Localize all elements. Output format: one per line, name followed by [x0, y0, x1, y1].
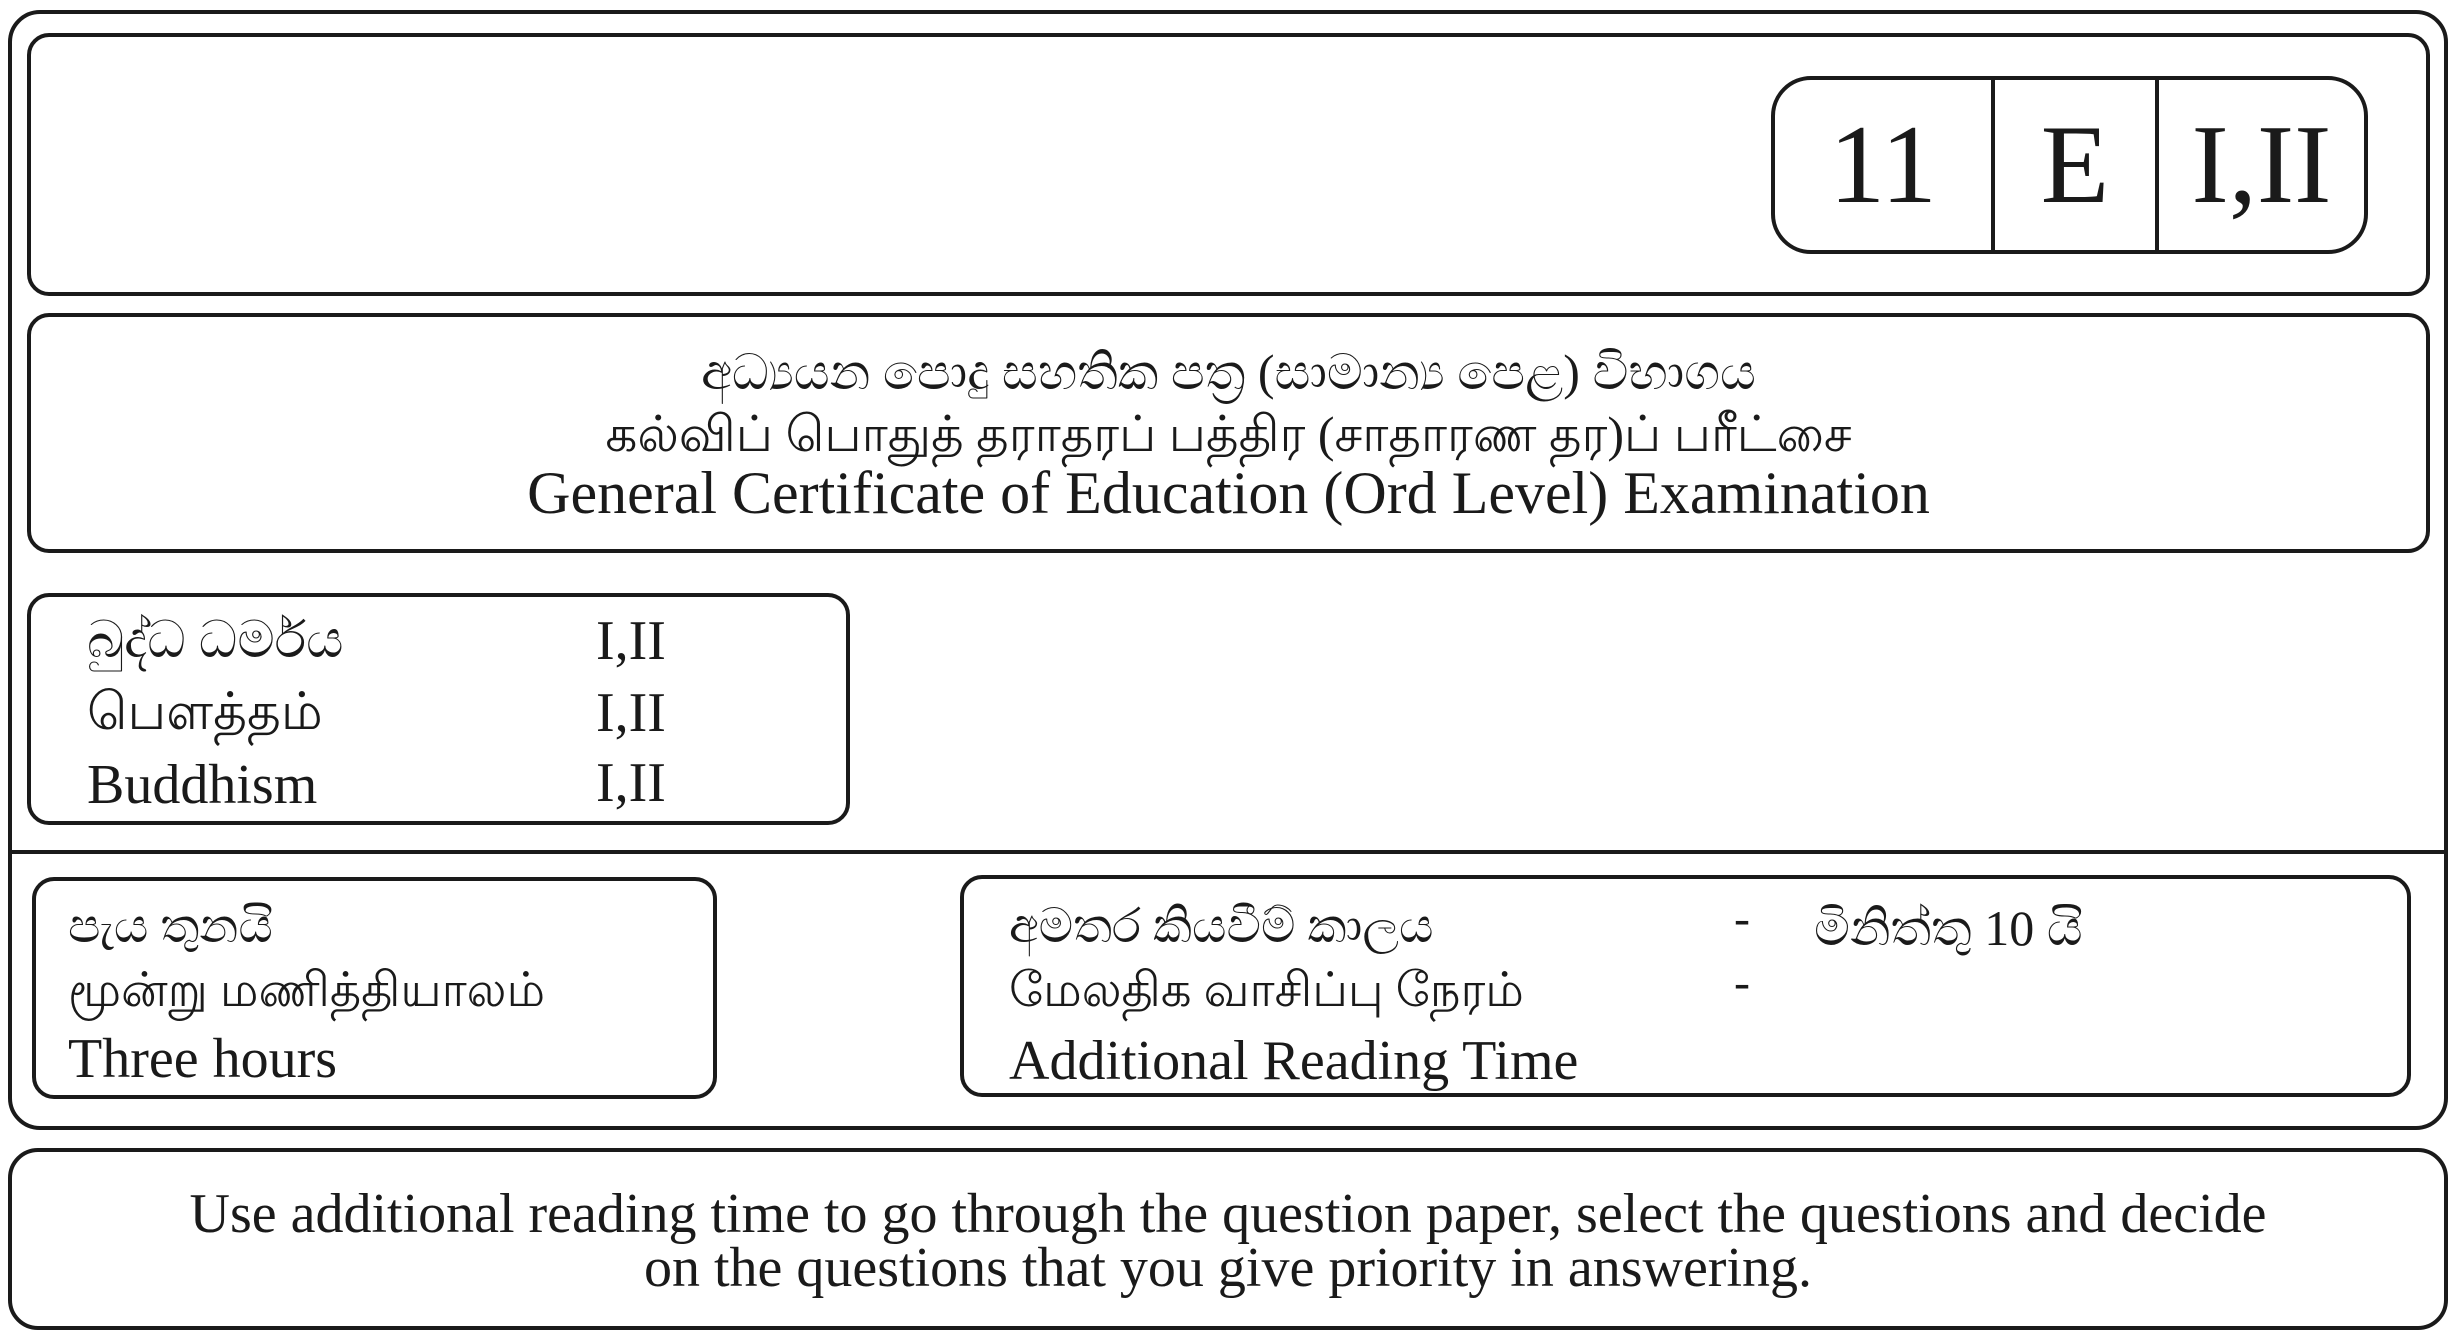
duration-tamil: மூன்று மணித்தியாலம் [68, 964, 546, 1017]
subject-papers-english: I,II [596, 752, 666, 814]
reading-time-label-english: Additional Reading Time [1009, 1030, 1579, 1092]
reading-time-label-tamil: மேலதிக வாசிப்பு நேரம் [1009, 964, 1524, 1017]
subject-name-tamil: பௌத்தம் [87, 684, 323, 741]
subject-papers-tamil: I,II [596, 682, 666, 744]
section-divider [8, 850, 2448, 854]
subject-panel [27, 593, 850, 825]
subject-papers-sinhala: I,II [596, 610, 666, 672]
paper-code-box [1771, 76, 2368, 254]
duration-sinhala: පැය තුනයි [68, 900, 273, 953]
instruction-panel [8, 1148, 2448, 1330]
reading-time-value-sinhala: මිනිත්තු 10 යි [1814, 900, 2083, 956]
subject-name-english: Buddhism [87, 754, 318, 816]
reading-time-label-sinhala: අමතර කියවීම් කාලය [1009, 900, 1434, 953]
language-code: E [1995, 80, 2159, 250]
paper-numbers: I,II [2191, 102, 2332, 227]
duration-english: Three hours [68, 1028, 338, 1090]
reading-time-dash-tamil: - [1734, 956, 1750, 1009]
subject-number: 11 [1775, 80, 1995, 250]
exam-title-english: General Certificate of Education (Ord Level) Examination [527, 460, 1930, 526]
exam-title-tamil: கல்விப் பொதுத் தராதரப் பத்திர (சாதாரண தர)ப் பரீட்சை [605, 406, 1852, 462]
instruction-line-2: on the questions that you give priority in answering. [643, 1237, 1813, 1299]
exam-title-panel [27, 313, 2430, 553]
subject-name-sinhala: බුද්ධ ධර්මය [87, 612, 344, 669]
duration-panel [32, 877, 717, 1099]
reading-time-panel [960, 875, 2411, 1097]
reading-time-dash-sinhala: - [1734, 892, 1750, 945]
exam-title-sinhala: අධ්‍යයන පොදු සහතික පත්‍ර (සාමාන්‍ය පෙළ) විභාගය [701, 344, 1756, 400]
instruction-line-1: Use additional reading time to go through the question paper, select the questions and decide [189, 1183, 2267, 1245]
